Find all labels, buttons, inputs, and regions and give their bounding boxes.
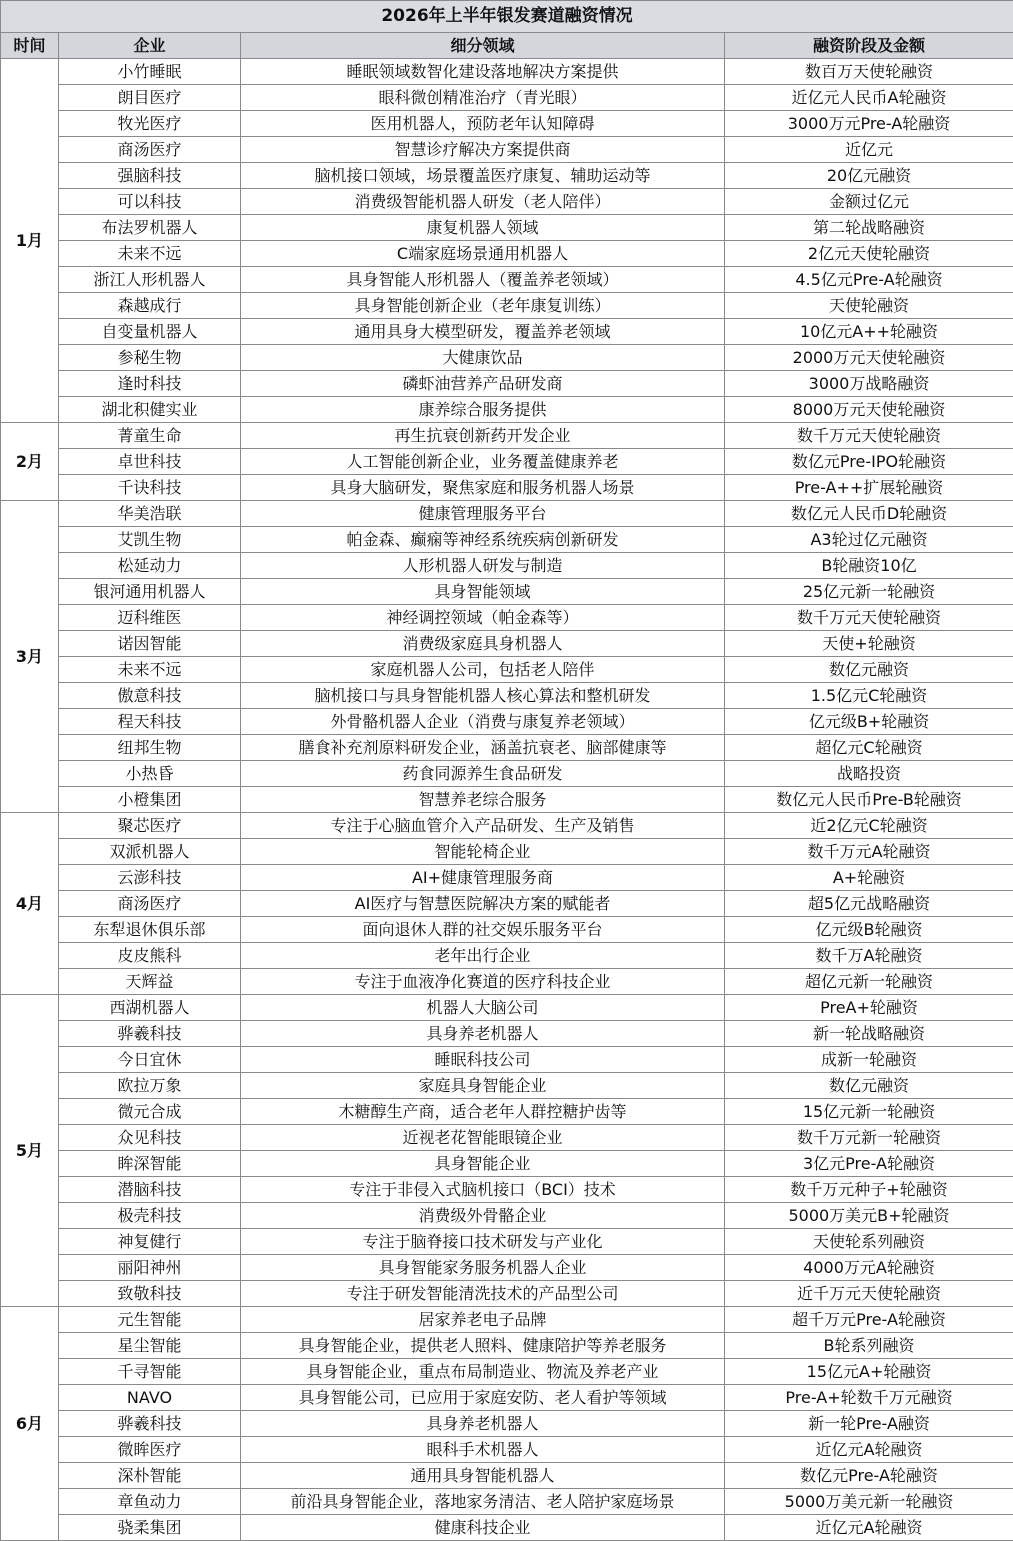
company-cell: 微眸医疗 <box>59 1437 241 1463</box>
field-cell: 神经调控领域（帕金森等） <box>241 605 725 631</box>
table-row <box>1 163 1013 189</box>
company-cell: 千寻智能 <box>59 1359 241 1385</box>
header-funding: 融资阶段及金额 <box>725 33 1013 59</box>
funding-cell: B轮融资10亿 <box>725 553 1013 579</box>
funding-cell: 数亿元人民币D轮融资 <box>725 501 1013 527</box>
funding-cell: 5000万美元新一轮融资 <box>725 1489 1013 1515</box>
company-cell: 眸深智能 <box>59 1151 241 1177</box>
funding-cell: 近千万元天使轮融资 <box>725 1281 1013 1307</box>
field-cell: 专注于血液净化赛道的医疗科技企业 <box>241 969 725 995</box>
field-cell: 再生抗衰创新药开发企业 <box>241 423 725 449</box>
company-cell: 欧拉万象 <box>59 1073 241 1099</box>
company-cell: 银河通用机器人 <box>59 579 241 605</box>
field-cell: 机器人大脑公司 <box>241 995 725 1021</box>
table-row <box>1 501 1013 527</box>
funding-cell: 15亿元A+轮融资 <box>725 1359 1013 1385</box>
field-cell: 康养综合服务提供 <box>241 397 725 423</box>
company-cell: 小热昏 <box>59 761 241 787</box>
table-row <box>1 1073 1013 1099</box>
field-cell: 消费级外骨骼企业 <box>241 1203 725 1229</box>
company-cell: 云澎科技 <box>59 865 241 891</box>
company-cell: 参秘生物 <box>59 345 241 371</box>
funding-cell: 近亿元 <box>725 137 1013 163</box>
table-row <box>1 995 1013 1021</box>
field-cell: 医用机器人，预防老年认知障碍 <box>241 111 725 137</box>
field-cell: 消费级家庭具身机器人 <box>241 631 725 657</box>
company-cell: 骁柔集团 <box>59 1515 241 1541</box>
funding-cell: Pre-A+轮数千万元融资 <box>725 1385 1013 1411</box>
funding-cell: 近亿元A轮融资 <box>725 1437 1013 1463</box>
field-cell: 专注于非侵入式脑机接口（BCI）技术 <box>241 1177 725 1203</box>
company-cell: 双派机器人 <box>59 839 241 865</box>
company-cell: 卓世科技 <box>59 449 241 475</box>
table-row <box>1 1307 1013 1333</box>
funding-cell: 3000万元Pre-A轮融资 <box>725 111 1013 137</box>
table-row <box>1 1021 1013 1047</box>
table-row <box>1 891 1013 917</box>
field-cell: 专注于心脑血管介入产品研发、生产及销售 <box>241 813 725 839</box>
funding-cell: 10亿元A++轮融资 <box>725 319 1013 345</box>
table-row <box>1 579 1013 605</box>
funding-cell: 数千万A轮融资 <box>725 943 1013 969</box>
funding-cell: 20亿元融资 <box>725 163 1013 189</box>
field-cell: 木糖醇生产商，适合老年人群控糖护齿等 <box>241 1099 725 1125</box>
table-row <box>1 397 1013 423</box>
field-cell: 具身智能企业，提供老人照料、健康陪护等养老服务 <box>241 1333 725 1359</box>
funding-cell: 数亿元融资 <box>725 657 1013 683</box>
table-row <box>1 293 1013 319</box>
funding-cell: 数亿元Pre-IPO轮融资 <box>725 449 1013 475</box>
funding-cell: 金额过亿元 <box>725 189 1013 215</box>
company-cell: 朗目医疗 <box>59 85 241 111</box>
funding-cell: 数千万元天使轮融资 <box>725 423 1013 449</box>
company-cell: 致敬科技 <box>59 1281 241 1307</box>
field-cell: 脑机接口与具身智能机器人核心算法和整机研发 <box>241 683 725 709</box>
field-cell: 通用具身大模型研发，覆盖养老领域 <box>241 319 725 345</box>
header-row <box>1 33 1013 59</box>
company-cell: 神复健行 <box>59 1229 241 1255</box>
table-row <box>1 371 1013 397</box>
table-row <box>1 85 1013 111</box>
title-row <box>1 1 1013 33</box>
funding-cell: 超亿元C轮融资 <box>725 735 1013 761</box>
company-cell: 未来不远 <box>59 657 241 683</box>
table-row <box>1 943 1013 969</box>
field-cell: 近视老花智能眼镜企业 <box>241 1125 725 1151</box>
table-row <box>1 1515 1013 1541</box>
company-cell: 骅羲科技 <box>59 1021 241 1047</box>
funding-cell: 1.5亿元C轮融资 <box>725 683 1013 709</box>
table-row <box>1 657 1013 683</box>
funding-cell: 数千万元A轮融资 <box>725 839 1013 865</box>
table-row <box>1 761 1013 787</box>
funding-cell: 战略投资 <box>725 761 1013 787</box>
table-row <box>1 631 1013 657</box>
funding-cell: 近亿元A轮融资 <box>725 1515 1013 1541</box>
field-cell: AI医疗与智慧医院解决方案的赋能者 <box>241 891 725 917</box>
company-cell: 艾凯生物 <box>59 527 241 553</box>
field-cell: 具身养老机器人 <box>241 1411 725 1437</box>
field-cell: 磷虾油营养产品研发商 <box>241 371 725 397</box>
funding-cell: 天使轮融资 <box>725 293 1013 319</box>
table-row <box>1 683 1013 709</box>
table-row <box>1 527 1013 553</box>
company-cell: 东犁退休俱乐部 <box>59 917 241 943</box>
table-row <box>1 709 1013 735</box>
table-row <box>1 1125 1013 1151</box>
field-cell: 居家养老电子品牌 <box>241 1307 725 1333</box>
table-row <box>1 1385 1013 1411</box>
month-cell: 5月 <box>1 995 59 1307</box>
company-cell: 众见科技 <box>59 1125 241 1151</box>
field-cell: 健康科技企业 <box>241 1515 725 1541</box>
field-cell: 智能轮椅企业 <box>241 839 725 865</box>
company-cell: 浙江人形机器人 <box>59 267 241 293</box>
company-cell: 森越成行 <box>59 293 241 319</box>
table-row <box>1 345 1013 371</box>
field-cell: 眼科手术机器人 <box>241 1437 725 1463</box>
table-row <box>1 839 1013 865</box>
table-row <box>1 475 1013 501</box>
funding-cell: 25亿元新一轮融资 <box>725 579 1013 605</box>
table-row <box>1 553 1013 579</box>
company-cell: 自变量机器人 <box>59 319 241 345</box>
funding-cell: 数亿元融资 <box>725 1073 1013 1099</box>
company-cell: 西湖机器人 <box>59 995 241 1021</box>
company-cell: 诺因智能 <box>59 631 241 657</box>
company-cell: 深朴智能 <box>59 1463 241 1489</box>
table-row <box>1 1437 1013 1463</box>
company-cell: 丽阳神州 <box>59 1255 241 1281</box>
company-cell: 逢时科技 <box>59 371 241 397</box>
funding-cell: 天使轮系列融资 <box>725 1229 1013 1255</box>
field-cell: 帕金森、癫痫等神经系统疾病创新研发 <box>241 527 725 553</box>
funding-cell: 数百万天使轮融资 <box>725 59 1013 85</box>
table-row <box>1 735 1013 761</box>
field-cell: AI+健康管理服务商 <box>241 865 725 891</box>
funding-cell: 天使+轮融资 <box>725 631 1013 657</box>
field-cell: 专注于脑脊接口技术研发与产业化 <box>241 1229 725 1255</box>
field-cell: 前沿具身智能企业，落地家务清洁、老人陪护家庭场景 <box>241 1489 725 1515</box>
company-cell: 元生智能 <box>59 1307 241 1333</box>
company-cell: 商汤医疗 <box>59 137 241 163</box>
funding-cell: 新一轮战略融资 <box>725 1021 1013 1047</box>
company-cell: NAVO <box>59 1385 241 1411</box>
field-cell: 面向退休人群的社交娱乐服务平台 <box>241 917 725 943</box>
company-cell: 天辉益 <box>59 969 241 995</box>
company-cell: 骅羲科技 <box>59 1411 241 1437</box>
funding-cell: PreA+轮融资 <box>725 995 1013 1021</box>
month-cell: 3月 <box>1 501 59 813</box>
month-cell: 2月 <box>1 423 59 501</box>
funding-cell: 近亿元人民币A轮融资 <box>725 85 1013 111</box>
field-cell: 通用具身智能机器人 <box>241 1463 725 1489</box>
funding-cell: 数亿元Pre-A轮融资 <box>725 1463 1013 1489</box>
field-cell: 消费级智能机器人研发（老人陪伴） <box>241 189 725 215</box>
field-cell: 具身智能家务服务机器人企业 <box>241 1255 725 1281</box>
funding-cell: 2000万元天使轮融资 <box>725 345 1013 371</box>
company-cell: 星尘智能 <box>59 1333 241 1359</box>
table-row <box>1 241 1013 267</box>
company-cell: 程天科技 <box>59 709 241 735</box>
company-cell: 傲意科技 <box>59 683 241 709</box>
table-row <box>1 1203 1013 1229</box>
funding-cell: 数千万元新一轮融资 <box>725 1125 1013 1151</box>
field-cell: 药食同源养生食品研发 <box>241 761 725 787</box>
field-cell: 脑机接口领域，场景覆盖医疗康复、辅助运动等 <box>241 163 725 189</box>
table-row <box>1 605 1013 631</box>
field-cell: 具身智能创新企业（老年康复训练） <box>241 293 725 319</box>
funding-cell: 亿元级B轮融资 <box>725 917 1013 943</box>
company-cell: 小竹睡眠 <box>59 59 241 85</box>
field-cell: 睡眠科技公司 <box>241 1047 725 1073</box>
funding-cell: 4000万元A轮融资 <box>725 1255 1013 1281</box>
funding-cell: 新一轮Pre-A融资 <box>725 1411 1013 1437</box>
funding-cell: A+轮融资 <box>725 865 1013 891</box>
field-cell: 具身智能企业，重点布局制造业、物流及养老产业 <box>241 1359 725 1385</box>
field-cell: 智慧诊疗解决方案提供商 <box>241 137 725 163</box>
table-row <box>1 787 1013 813</box>
table-row <box>1 1489 1013 1515</box>
field-cell: 健康管理服务平台 <box>241 501 725 527</box>
funding-cell: 数亿元人民币Pre-B轮融资 <box>725 787 1013 813</box>
funding-cell: 超千万元Pre-A轮融资 <box>725 1307 1013 1333</box>
company-cell: 未来不远 <box>59 241 241 267</box>
field-cell: 家庭机器人公司，包括老人陪伴 <box>241 657 725 683</box>
field-cell: 人形机器人研发与制造 <box>241 553 725 579</box>
company-cell: 小橙集团 <box>59 787 241 813</box>
table-row <box>1 1411 1013 1437</box>
field-cell: C端家庭场景通用机器人 <box>241 241 725 267</box>
funding-cell: 亿元级B+轮融资 <box>725 709 1013 735</box>
funding-cell: A3轮过亿元融资 <box>725 527 1013 553</box>
field-cell: 具身智能人形机器人（覆盖养老领域） <box>241 267 725 293</box>
table-row <box>1 1359 1013 1385</box>
month-cell: 4月 <box>1 813 59 995</box>
funding-cell: 第二轮战略融资 <box>725 215 1013 241</box>
field-cell: 具身智能公司，已应用于家庭安防、老人看护等领域 <box>241 1385 725 1411</box>
table-row <box>1 267 1013 293</box>
funding-cell: B轮系列融资 <box>725 1333 1013 1359</box>
field-cell: 智慧养老综合服务 <box>241 787 725 813</box>
company-cell: 湖北积健实业 <box>59 397 241 423</box>
funding-cell: 4.5亿元Pre-A轮融资 <box>725 267 1013 293</box>
table-row <box>1 111 1013 137</box>
company-cell: 迈科维医 <box>59 605 241 631</box>
field-cell: 家庭具身智能企业 <box>241 1073 725 1099</box>
company-cell: 菁童生命 <box>59 423 241 449</box>
company-cell: 聚芯医疗 <box>59 813 241 839</box>
company-cell: 极壳科技 <box>59 1203 241 1229</box>
month-cell: 6月 <box>1 1307 59 1541</box>
company-cell: 今日宜休 <box>59 1047 241 1073</box>
company-cell: 千诀科技 <box>59 475 241 501</box>
table-row <box>1 1177 1013 1203</box>
company-cell: 布法罗机器人 <box>59 215 241 241</box>
company-cell: 华美浩联 <box>59 501 241 527</box>
table-row <box>1 59 1013 85</box>
table-row <box>1 189 1013 215</box>
table-row <box>1 1099 1013 1125</box>
table-row <box>1 813 1013 839</box>
company-cell: 强脑科技 <box>59 163 241 189</box>
field-cell: 具身大脑研发，聚焦家庭和服务机器人场景 <box>241 475 725 501</box>
table-row <box>1 1463 1013 1489</box>
field-cell: 外骨骼机器人企业（消费与康复养老领域） <box>241 709 725 735</box>
funding-cell: Pre-A++扩展轮融资 <box>725 475 1013 501</box>
field-cell: 专注于研发智能清洗技术的产品型公司 <box>241 1281 725 1307</box>
header-company: 企业 <box>59 33 241 59</box>
table-row <box>1 137 1013 163</box>
table-row <box>1 1047 1013 1073</box>
funding-cell: 3亿元Pre-A轮融资 <box>725 1151 1013 1177</box>
funding-cell: 8000万元天使轮融资 <box>725 397 1013 423</box>
table-row <box>1 969 1013 995</box>
company-cell: 章鱼动力 <box>59 1489 241 1515</box>
field-cell: 人工智能创新企业，业务覆盖健康养老 <box>241 449 725 475</box>
company-cell: 微元合成 <box>59 1099 241 1125</box>
company-cell: 商汤医疗 <box>59 891 241 917</box>
table-row <box>1 449 1013 475</box>
field-cell: 睡眠领域数智化建设落地解决方案提供 <box>241 59 725 85</box>
company-cell: 皮皮熊科 <box>59 943 241 969</box>
table-row <box>1 1281 1013 1307</box>
funding-cell: 3000万战略融资 <box>725 371 1013 397</box>
field-cell: 具身养老机器人 <box>241 1021 725 1047</box>
funding-cell: 近2亿元C轮融资 <box>725 813 1013 839</box>
funding-cell: 2亿元天使轮融资 <box>725 241 1013 267</box>
field-cell: 膳食补充剂原料研发企业，涵盖抗衰老、脑部健康等 <box>241 735 725 761</box>
field-cell: 康复机器人领域 <box>241 215 725 241</box>
field-cell: 具身智能企业 <box>241 1151 725 1177</box>
table-row <box>1 1229 1013 1255</box>
table-title: 2026年上半年银发赛道融资情况 <box>1 1 1013 33</box>
table-row <box>1 1333 1013 1359</box>
company-cell: 可以科技 <box>59 189 241 215</box>
funding-cell: 5000万美元B+轮融资 <box>725 1203 1013 1229</box>
header-time: 时间 <box>1 33 59 59</box>
table-row <box>1 1151 1013 1177</box>
company-cell: 牧光医疗 <box>59 111 241 137</box>
month-cell: 1月 <box>1 59 59 423</box>
table-row <box>1 319 1013 345</box>
funding-cell: 成新一轮融资 <box>725 1047 1013 1073</box>
table-row <box>1 423 1013 449</box>
company-cell: 纽邦生物 <box>59 735 241 761</box>
funding-cell: 超亿元新一轮融资 <box>725 969 1013 995</box>
funding-cell: 数千万元天使轮融资 <box>725 605 1013 631</box>
funding-cell: 数千万元种子+轮融资 <box>725 1177 1013 1203</box>
table-row <box>1 1255 1013 1281</box>
table-row <box>1 917 1013 943</box>
funding-cell: 15亿元新一轮融资 <box>725 1099 1013 1125</box>
table-row <box>1 865 1013 891</box>
company-cell: 松延动力 <box>59 553 241 579</box>
funding-cell: 超5亿元战略融资 <box>725 891 1013 917</box>
company-cell: 潜脑科技 <box>59 1177 241 1203</box>
field-cell: 老年出行企业 <box>241 943 725 969</box>
field-cell: 大健康饮品 <box>241 345 725 371</box>
header-field: 细分领域 <box>241 33 725 59</box>
table-row <box>1 215 1013 241</box>
field-cell: 具身智能领域 <box>241 579 725 605</box>
field-cell: 眼科微创精准治疗（青光眼） <box>241 85 725 111</box>
